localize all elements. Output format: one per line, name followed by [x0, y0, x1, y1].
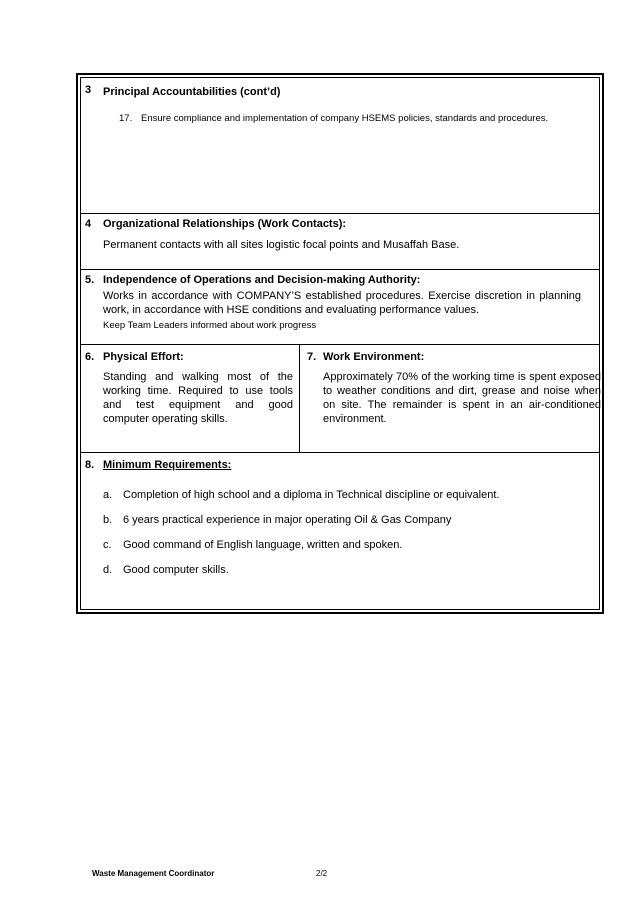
requirement-marker: d.	[103, 564, 113, 576]
section-title: Organizational Relationships (Work Contacts):	[103, 218, 347, 230]
requirement-text: 6 years practical experience in major operating Oil & Gas Company	[123, 514, 452, 526]
section-text: Permanent contacts with all sites logistic focal points and Musaffah Base.	[103, 239, 460, 251]
section-number: 6.	[85, 351, 95, 363]
requirement-text: Good command of English language, written and spoken.	[123, 539, 403, 551]
section-principal-accountabilities	[81, 78, 599, 214]
section-number: 7.	[307, 351, 317, 363]
requirement-text: Completion of high school and a diploma in Technical discipline or equivalent.	[123, 489, 500, 501]
section-organizational-relationships	[81, 214, 599, 270]
column-divider	[299, 345, 300, 452]
section-number: 4	[85, 218, 92, 230]
section-note: Keep Team Leaders informed about work progress	[103, 320, 317, 331]
section-text: Approximately 70% of the working time is spent exposed to weather conditions and dirt, grease and noise when on site. The remainder is spent in an air-conditioned environment.	[323, 371, 601, 425]
section-title: Work Environment:	[323, 351, 425, 363]
section-title: Physical Effort:	[103, 351, 184, 363]
section-effort-environment-row	[81, 345, 599, 453]
job-description-table	[76, 73, 604, 614]
section-title: Minimum Requirements:	[103, 459, 232, 471]
footer-page-number: 2/2	[316, 869, 328, 878]
section-independence-of-operations	[81, 270, 599, 345]
requirement-marker: b.	[103, 514, 113, 526]
table-inner-border	[80, 77, 600, 610]
footer-document-title: Waste Management Coordinator	[92, 869, 215, 878]
section-title: Principal Accountabilities (cont’d)	[103, 86, 281, 98]
requirement-text: Good computer skills.	[123, 564, 229, 576]
section-number: 5.	[85, 274, 95, 286]
section-number: 8.	[85, 459, 95, 471]
section-text: Works in accordance with COMPANY’S established procedures. Exercise discretion in planning work, in accordance with HSE conditions and evaluating performance values.	[103, 290, 581, 316]
item-number: 17.	[119, 113, 133, 124]
requirement-marker: a.	[103, 489, 113, 501]
section-minimum-requirements	[81, 453, 599, 613]
section-number: 3	[85, 84, 92, 96]
section-title: Independence of Operations and Decision-making Authority:	[103, 274, 421, 286]
section-text: Standing and walking most of the working time. Required to use tools and test equipment and good computer operating skills.	[103, 371, 293, 425]
item-text: Ensure compliance and implementation of company HSEMS policies, standards and procedures.	[141, 113, 549, 124]
requirement-marker: c.	[103, 539, 112, 551]
